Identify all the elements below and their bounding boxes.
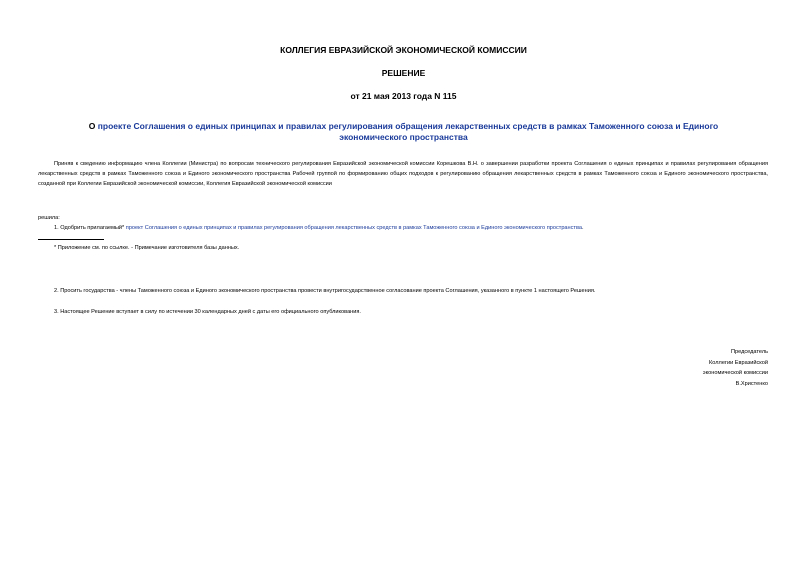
title-link[interactable]: проекте Соглашения о единых принципах и правилах регулирования обращения лекарственных средств в рамках Таможенного союза и Единого экономического пространства [97, 121, 719, 142]
signature-block [703, 347, 768, 389]
item-2-paragraph: 2. Просить государства - члены Таможенного союза и Единого экономического пространства провести внутригосударственное согласование проекта Соглашения, указанного в пункте 1 настоящего Решения. [54, 288, 596, 294]
item-1-paragraph [54, 223, 768, 233]
title-prefix: О [88, 121, 98, 131]
organization-heading: КОЛЛЕГИЯ ЕВРАЗИЙСКОЙ ЭКОНОМИЧЕСКОЙ КОМИССИИ [280, 45, 527, 55]
document-title [70, 121, 737, 143]
decided-label: решила: [38, 215, 60, 221]
footnote-divider [38, 239, 104, 240]
item-1-suffix: . [582, 225, 584, 231]
document-type-heading: РЕШЕНИЕ [381, 68, 426, 78]
signatory-name: В.Христенко [735, 380, 768, 387]
item-3-paragraph: 3. Настоящее Решение вступает в силу по истечении 30 календарных дней с даты его официального опубликования. [54, 309, 361, 315]
footnote: * Приложение см. по ссылке. - Примечание изготовителя базы данных. [54, 245, 240, 251]
signature-position-line-3: экономической комиссии [702, 370, 768, 376]
date-number-heading: от 21 мая 2013 года N 115 [350, 91, 457, 101]
signature-position-line-1: Председатель [730, 349, 768, 355]
signature-position-line-2: Коллегии Евразийской [709, 359, 768, 366]
intro-paragraph: Приняв к сведению информацию члена Коллегии (Министра) по вопросам технического регулирования Евразийской экономической комиссии Корешкова В.Н. о завершении разработки проекта Соглашения о единых принципах и правилах регулирования обращения лекарственных средств в рамках Таможенного союза и Единого экономического пространства Рабочей группой по формированию общих подходов к регулированию обращения лекарственных средств в рамках Таможенного союза и Единого экономического пространства, созданной при Коллегии Евразийской экономической комиссии, Коллегия Евразийской экономической комиссии [38, 161, 768, 187]
item-1-prefix: 1. Одобрить прилагаемый* [54, 225, 126, 231]
item-1-link[interactable]: проект Соглашения о единых принципах и правилах регулирования обращения лекарственных средств в рамках Таможенного союза и Единого экономического пространства [125, 225, 583, 231]
